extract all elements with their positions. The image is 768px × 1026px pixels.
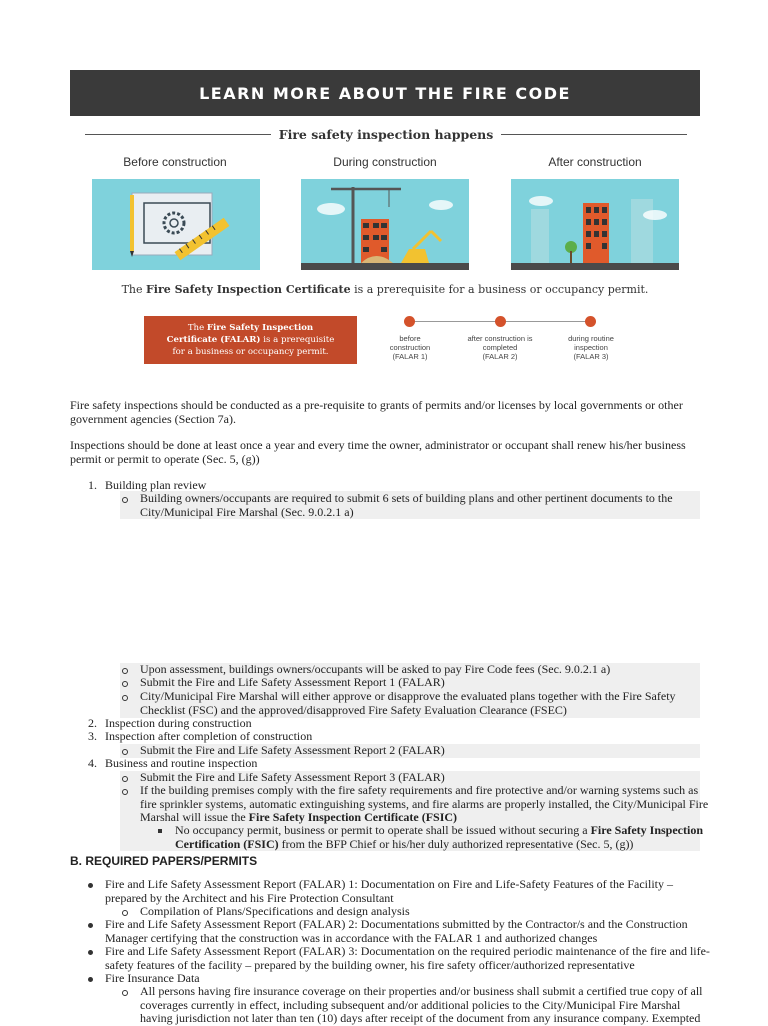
subheading-text: Fire safety inspection happens <box>278 126 494 142</box>
timeline-dot-3 <box>585 316 596 327</box>
list-subitem: If the building premises comply with the fire safety requirements and fire protective and/or warning systems such as fire sprinkler systems, automatic extinguishing systems, and fire alarms are properly installed, the City/Municipal Fire Marshal will issue the Fire Safety Inspection Certificate (FSIC) <box>140 783 709 824</box>
cert-pre: The <box>121 283 146 296</box>
list-subitem: Submit the Fire and Life Safety Assessment Report 3 (FALAR) <box>140 770 445 784</box>
list-subitem: Submit the Fire and Life Safety Assessment Report 1 (FALAR) <box>140 675 445 689</box>
list-subsubitem: No occupancy permit, business or permit to operate shall be issued without securing a Fire Safety Inspection Certification (FSIC) from the BFP Chief or his/her duly authorized representative (Sec. 5, (g)) <box>175 823 704 851</box>
list-subitem: City/Municipal Fire Marshal will either approve or disapprove the evaluated plans together with the Fire Safety Checklist (FSC) and the approved/disapproved Fire Safety Evaluation Clearance (FSEC) <box>140 689 676 717</box>
timeline-label-3: during routine inspection (FALAR 3) <box>568 334 614 361</box>
list-number-2: 2. <box>88 716 97 730</box>
bullet-disc <box>88 950 93 955</box>
required-paper-fire-insurance: Fire Insurance Data <box>105 971 200 985</box>
cert-post: is a prerequisite for a business or occupancy permit. <box>350 283 649 296</box>
stage-label-after: After construction <box>548 155 642 169</box>
required-paper-falar2: Fire and Life Safety Assessment Report (FALAR) 2: Documentations submitted by the Contractor/s and the Construction Manager certifying that the construction was in accordance with the FALAR 1 and authorized changes <box>105 917 688 945</box>
bullet-disc <box>88 883 93 888</box>
bullet-circle <box>122 497 128 503</box>
certificate-statement <box>70 283 700 296</box>
bullet-circle <box>122 695 128 701</box>
bullet-square <box>158 829 162 833</box>
redbox-line3: for a business or occupancy permit. <box>172 347 329 357</box>
banner-title: LEARN MORE ABOUT THE FIRE CODE <box>199 83 571 103</box>
building-illustration <box>511 179 679 270</box>
bullet-circle <box>122 681 128 687</box>
required-paper-falar3: Fire and Life Safety Assessment Report (FALAR) 3: Documentation on the required periodic maintenance of the fire and life- safety features of the facility – prepared by the building owner, his fire safety officer/authorized representative <box>105 944 710 972</box>
list-number-3: 3. <box>88 729 97 743</box>
paragraph-inspections-prerequisite: Fire safety inspections should be conducted as a pre-requisite to grants of permits and/or licenses by local governments or other government agencies (Section 7a). <box>70 398 683 426</box>
section-b-heading: B. REQUIRED PAPERS/PERMITS <box>70 854 258 868</box>
list-item-building-plan-review: Building plan review <box>105 478 207 492</box>
construction-illustration <box>301 179 469 270</box>
stage-label-during: During construction <box>333 155 437 169</box>
bullet-circle <box>122 776 128 782</box>
bullet-circle <box>122 990 128 996</box>
list-number-1: 1. <box>88 478 97 492</box>
redbox-line2-post: is a prerequisite <box>260 335 335 345</box>
paragraph-inspections-frequency: Inspections should be done at least once a year and every time the owner, administrator or occupant shall renew his/her business permit or permit to operate (Sec. 5, (g)) <box>70 438 686 466</box>
list-number-4: 4. <box>88 756 97 770</box>
redbox-line2-bold: Certificate (FALAR) <box>166 335 261 345</box>
required-paper-falar1: Fire and Life Safety Assessment Report (FALAR) 1: Documentation on Fire and Life-Safety Features of the Facility – prepared by the Architect and his Fire Protection Consultant <box>105 877 673 905</box>
section-subheading <box>85 124 687 144</box>
divider-left <box>85 134 271 135</box>
list-item-inspection-after-completion: Inspection after completion of construction <box>105 729 313 743</box>
list-item-business-routine-inspection: Business and routine inspection <box>105 756 258 770</box>
divider-right <box>501 134 687 135</box>
cert-bold: Fire Safety Inspection Certificate <box>146 283 351 296</box>
redbox-line1-bold: Fire Safety Inspection <box>206 323 314 333</box>
required-paper-subitem: Compilation of Plans/Specifications and design analysis <box>140 904 410 918</box>
bullet-disc <box>88 977 93 982</box>
required-paper-subitem: All persons having fire insurance coverage on their properties and/or business shall submit a certified true copy of all coverages currently in effect, including subsequent and/or additional policies to the City/Municipal Fire Marshal having jurisdiction not later than ten (10) days after receipt of the document from any insurance company. Exempted <box>140 984 703 1025</box>
list-item-inspection-during-construction: Inspection during construction <box>105 716 252 730</box>
redbox-line1-pre: The <box>187 323 207 333</box>
stage-label-before: Before construction <box>123 155 227 169</box>
bullet-circle <box>122 668 128 674</box>
timeline-dot-1 <box>404 316 415 327</box>
falar-info-box <box>144 316 357 364</box>
timeline-dot-2 <box>495 316 506 327</box>
list-subitem: Building owners/occupants are required to submit 6 sets of building plans and other pertinent documents to the City/Municipal Fire Marshal (Sec. 9.0.2.1 a) <box>140 491 673 519</box>
bullet-circle <box>122 910 128 916</box>
timeline-label-2: after construction is completed (FALAR 2) <box>467 334 533 361</box>
bullet-disc <box>88 923 93 928</box>
blueprint-illustration <box>92 179 260 270</box>
falar-timeline <box>380 312 630 372</box>
page-banner <box>70 70 700 116</box>
bullet-circle <box>122 749 128 755</box>
list-subitem: Submit the Fire and Life Safety Assessment Report 2 (FALAR) <box>140 743 445 757</box>
bullet-circle <box>122 789 128 795</box>
list-subitem: Upon assessment, buildings owners/occupants will be asked to pay Fire Code fees (Sec. 9.0.2.1 a) <box>140 662 611 676</box>
timeline-label-1: before construction (FALAR 1) <box>389 334 431 361</box>
